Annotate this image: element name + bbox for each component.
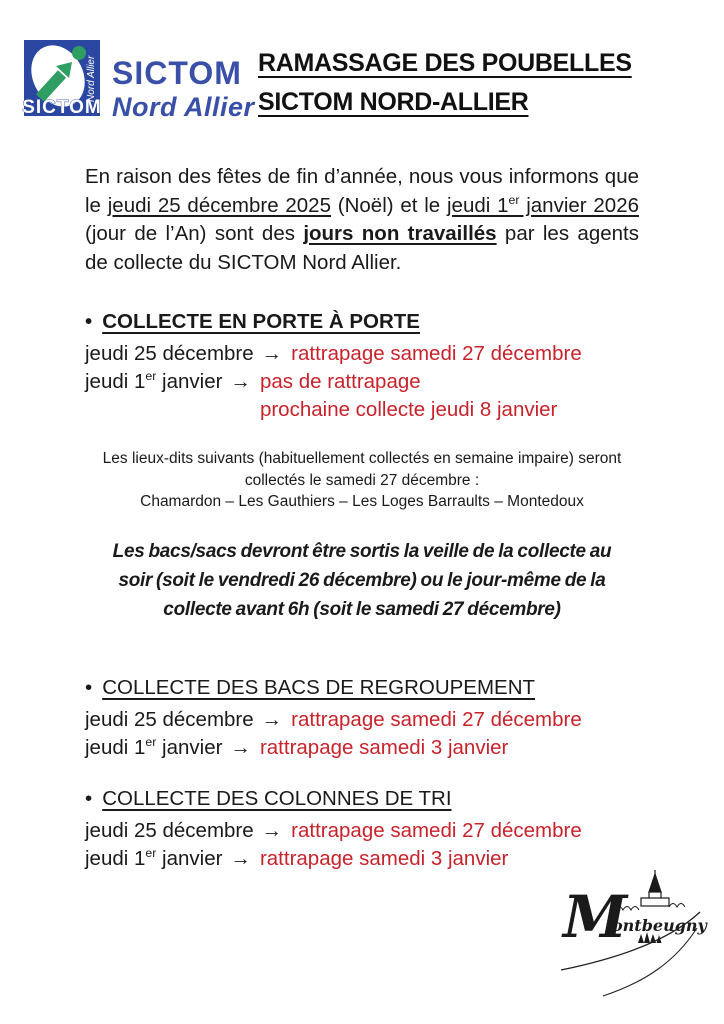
replacement-info: rattrapage samedi 27 décembre <box>291 819 582 842</box>
section-colonnes-tri <box>85 784 582 873</box>
replacement-info: rattrapage samedi 27 décembre <box>291 708 582 731</box>
arrow-glyph: → <box>230 736 251 759</box>
schedule-row: jeudi 25 décembre → rattrapage samedi 27 décembre <box>85 340 582 368</box>
schedule-row: jeudi 1er janvier → rattrapage samedi 3 janvier <box>85 734 582 762</box>
wordmark-nord-allier: Nord Allier <box>112 92 255 122</box>
sictom-logo <box>16 38 108 124</box>
bullet-icon: • <box>85 310 93 333</box>
logo-sictom-text: SICTOM <box>22 97 102 118</box>
wall-right-icon <box>669 904 685 908</box>
section-heading: • COLLECTE EN PORTE À PORTE <box>85 310 420 333</box>
section-bacs-regroupement <box>85 673 582 762</box>
section-heading: • COLLECTE DES COLONNES DE TRI <box>85 787 452 810</box>
replacement-info: rattrapage samedi 3 janvier <box>259 847 509 870</box>
bullet-icon: • <box>85 787 93 810</box>
arrow-glyph: → <box>261 342 283 365</box>
montbeugny-logo <box>545 870 720 1010</box>
arrow-glyph: → <box>230 847 251 870</box>
logo-name-text: ontbeugny <box>612 916 707 935</box>
wordmark-sictom: SICTOM <box>112 55 242 91</box>
lieux-dits-list: Chamardon – Les Gauthiers – Les Loges Barraults – Montedoux <box>140 493 584 510</box>
replacement-info: rattrapage samedi 27 décembre <box>291 342 582 365</box>
dot-icon <box>72 46 86 60</box>
logo-nord-allier-vertical: Nord Allier <box>86 55 97 102</box>
church-icon <box>641 870 669 906</box>
montbeugny-logo-icon <box>545 870 720 1010</box>
arrow-glyph: → <box>230 370 251 393</box>
lieux-dits-notice: Les lieux-dits suivants (habituellement collectés en semaine impaire) seront collectés le samedi 27 décembre : Chamardon – Les Gauthiers – Les Loges Barraults – Montedoux <box>85 448 639 513</box>
schedule-row: jeudi 1er janvier → rattrapage samedi 3 janvier <box>85 845 582 873</box>
schedule-row: jeudi 25 décembre → rattrapage samedi 27 décembre <box>85 817 582 845</box>
section-heading: • COLLECTE DES BACS DE REGROUPEMENT <box>85 676 536 699</box>
schedule-row: jeudi 25 décembre → rattrapage samedi 27 décembre <box>85 706 582 734</box>
sictom-logo-icon <box>16 38 108 124</box>
replacement-info: rattrapage samedi 3 janvier <box>259 736 509 759</box>
intro-text: En raison des fêtes de fin d’année, nous vous informons que le <box>85 165 639 217</box>
sortie-bacs-reminder: Les bacs/sacs devront être sortis la veille de la collecte au soir (soit le vendredi 26 décembre) ou le jour-même de la collecte avant 6h (soit le samedi 27 décembre) <box>112 541 612 620</box>
arrow-glyph: → <box>261 708 283 731</box>
date-jour-de-l-an: jeudi 1er janvier 2026 <box>447 192 639 217</box>
replacement-info: pas de rattrapage prochaine collecte jeudi 8 janvier <box>259 370 558 421</box>
arrow-glyph: → <box>261 819 283 842</box>
page-title <box>258 44 632 122</box>
title-line-1: RAMASSAGE DES POUBELLES <box>258 49 632 77</box>
sictom-wordmark <box>112 57 255 121</box>
bullet-icon: • <box>85 676 93 699</box>
logo-initial: M <box>563 883 628 951</box>
date-noel: jeudi 25 décembre 2025 <box>107 193 331 217</box>
intro-paragraph: En raison des fêtes de fin d’année, nous vous informons que le jeudi 25 décembre 2025 (Noël) et le jeudi 1er janvier 2026 (jour de l’An) sont des jours non travaillés par les agents de collecte du SICTOM Nord Allier. <box>85 165 639 274</box>
emphasis-jours-non-travailles: jours non travaillés <box>303 222 497 245</box>
schedule-row: jeudi 1er janvier → pas de rattrapage prochaine collecte jeudi 8 janvier <box>85 368 582 424</box>
title-line-2: SICTOM NORD-ALLIER <box>258 88 529 116</box>
section-porte-a-porte <box>85 307 582 424</box>
